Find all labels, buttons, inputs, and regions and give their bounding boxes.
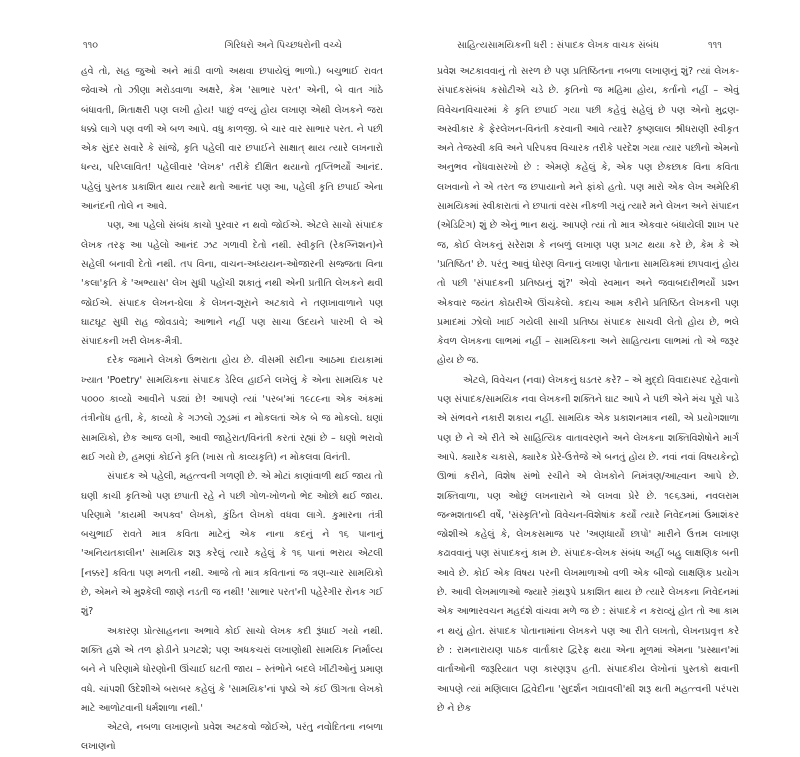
right-page	[400, 0, 800, 714]
running-head: સાહિત્યસામયિકની ધરી : સંપાદક લેખક વાચક સંબંધ	[457, 40, 659, 51]
page-number: ૧૧૦	[83, 40, 99, 51]
paragraph: અકારણ પ્રોત્સાહનના અભાવે કોઈ સાચો લેખક કદી રૂંધાઈ ગયો નથી. શક્તિ હશે એ તળ ફોડીને પ્રગટશે; પણ અધકચરાં લખાણોથી સામયિક નિર્માલ્ય બને ને પરિણામે ધોરણોની ઊંચાઈ ઘટતી જાય – સ્તંભોને બદલે ખીંટીઓનું પ્રમાણ વધે. ચાંપશી ઉદેશીએ બરાબર કહેલું કે 'સામયિક'નાં પૃષ્ઠો એ કંઈ ઊગતા લેખકો માટે આળોટવાની ધર્મશાળા નથી.'	[81, 625, 383, 714]
left-page	[0, 0, 400, 753]
running-head: ગિરિધરો અને પિચ્છધરોની વચ્ચે	[224, 40, 342, 51]
paragraph: હવે તો, સહ જુઓ અને માંડી વાળો અથવા છપાયેલું ભાળો.) બચુભાઈ રાવત જેવાએ તો ઝીણા મરોડવાળા અક્ષરે, કેમ 'સાભાર પરત' એની, બે વાત ગાંઠે બંધાવતી, મિતાક્ષરી પણ લખી હોય! પાછું વળ્યું હોય લખાણ એથી લેખકને જરા ધક્કો લાગે પણ વળી એ બળ આપે. વધુ કાળજી. બે ચાર વાર સાભાર પરત. ને પછી એક સુંદર સવારે કે સાંજે, કૃતિ પહેલી વાર છપાઈને સાક્ષાત્ થાય ત્યારે લખનારો ધન્ય, પરિપ્લાવિત! પહેલીવાર 'લેખક' તરીકે દીક્ષિત થયાનો તૃપ્તિભર્યો આનંદ. પહેલું પુસ્તક પ્રકાશિત થાય ત્યારે થતો આનંદ પણ આ, પહેલી કૃતિ છપાઈ એના આનંદની તોલે ન આવે.	[81, 66, 383, 213]
paragraph: પ્રવેશ અટકાવવાનું તો સરળ છે પણ પ્રતિષ્ઠિતના નબળા લખાણનું શું? ત્યાં લેખક-સંપાદકસંબંધ કસોટીએ ચડે છે. કૃતિનો જ મહિમા હોય, કર્તાનો નહીં – એવું વિવેચનવિચારમાં કે કૃતિ છપાઈ ગયા પછી કહેવું સહેલું છે પણ એનો મુદ્રણ-અસ્વીકાર કે ફેરલેખન-વિનંતી કરવાની આવે ત્યારે? કૃષ્ણલાલ શ્રીધરાણી સ્વીકૃત અને તેજસ્વી કવિ અને પરિપક્વ વિચારક તરીકે પરદેશ ગયા ત્યાર પછીનો એમનો અનુભવ નોંધવાસરખો છે : એમણે કહેલું કે, એક પણ છેકછાક વિના કવિતા લખવાનો ને એ તરત જ છપાયાનો મને ફાંકો હતો. પણ મારો એક લેખ અમેરિકી સામયિકમાં સ્વીકારાતાં ને છપાતાં વરસ નીકળી ગયું ત્યારે મને લેખન અને સંપાદન (એડિટિંગ) શું છે એનું ભાન થયું. આપણે ત્યાં તો માત્ર એકવાર બંધાયેલી શાખ પર જ, કોઈ લેખકનું સરેરાશ કે નબળું લખાણ પણ પ્રગટ થયા કરે છે, કેમ કે એ 'પ્રતિષ્ઠિત' છે. પરંતુ આવું ધોરણ વિનાનું લખાણ પોતાના સામયિકમાં છાપવાનું હોય તો પછી 'સંપાદકની પ્રતિષ્ઠાનું શું?' એવો સ્વમાન અને જવાબદારીભર્યો પ્રશ્ન એકવાર જયંત કોઠારીએ ઊંચકેલો. કદાચ આમ કરીને પ્રતિષ્ઠિત લેખકની પણ પ્રમાદમાં ઝોલો ખાઈ ગયેલી સાચી પ્રતિષ્ઠા સંપાદક સાચવી લેતો હોય છે, ભલે કેવળ લેખકના લાભમાં નહીં – સામયિકના અને સાહિત્યના લાભમાં તો એ જરૂર હોય છે જ.	[437, 66, 739, 367]
paragraph: પણ, આ પહેલો સંબંધ કાચો પુરવાર ન થવો જોઈએ. એટલે સાચો સંપાદક લેખક તરફ આ પહેલો આનંદ ઝટ ગળાવી દેતો નથી. સ્વીકૃતિ (રેકગ્નિશન)ને સહેલી બનાવી દેતો નથી. તપ વિના, વાચન-અધ્યયન-ઓજારની સજ્જતા વિના 'કલા'કૃતિ કે 'અભ્યાસ' લેખ સુધી પહોંચી શકાતું નથી એની પ્રતીતિ લેખકને થવી જોઈએ. સંપાદક લેખન-ઘેલા કે લેખન-શૂરાને અટકાવે ને તણખાવાળાને પણ ઘાટઘૂટ સુધી રાહ જોવડાવે; આભાને નહીં પણ સાચા ઉદયને પારખી લે એ સંપાદકની ખરી લેખક-મૈત્રી.	[81, 220, 383, 348]
body-text	[81, 62, 383, 757]
paragraph: દરેક જમાને લેખકો ઉભરાતા હોય છે. વીસમી સદીના આઠમા દાયકામાં ખ્યાત 'Poetry' સામયિકના સંપાદક ડેરિલ હાઈને લખેલું કે એના સામયિક પર ૫૦૦૦ કાવ્યો આવીને પડ્યાં છે! આપણે ત્યાં 'પરબ'માં ૧૯૮૯ના એક અંકમાં તંત્રીનોંધ હતી, કે, કાવ્યો કે ગઝલો ઝૂડમાં ન મોકલતાં એક બે જ મોકલો. ઘણાં સામયિકો, છેક આજ લગી, આવી જાહેરાત/વિનંતી કરતાં રહ્યાં છે – ઘણો ભરાવો થઈ ગયો છે, હમણાં કોઈને કૃતિ (ખાસ તો કાવ્યકૃતિ) ન મોકલવા વિનંતી.	[81, 355, 383, 463]
paragraph: સંપાદક એ પહેલી, મહત્ત્વની ગળણી છે. એ મોટાં કાણાંવાળી થઈ જાય તો ઘણી કાચી કૃતિઓ પણ છપાતી રહે ને પછી ગોળ-ખોળનો ભેદ ઓછો થઈ જાય. પરિણામે 'કાયમી અપક્વ' લેખકો, કુંઠિત લેખકો વધવા લાગે. કુમારના તંત્રી બચુભાઈ રાવતે માત્ર કવિતા માટેનું એક નાના કદનું ને ૧૬ પાનાનું 'અનિયતકાલીન' સામયિક શરૂ કરેલું ત્યારે કહેલું કે ૧૬ પાનાં ભરાય એટલી [નક્કર] કવિતા પણ મળતી નથી. આજે તો માત્ર કવિતાનાં જ ત્રણ-ચાર સામયિકો છે, એમને એ મુશ્કેલી જાણે નડતી જ નથી! 'સાભાર પરત'ની પહેરેગીર રોનક ગઈ શું?	[81, 471, 383, 618]
paragraph: એટલે, વિવેચન (નવા) લેખકનું ઘડતર કરે? – એ મુદ્દો વિવાદાસ્પદ રહેવાનો પણ સંપાદક/સામયિક નવા લેખકની શક્તિને ઘાટ આપે ને પછી એને મંચ પૂરો પાડે એ સંભવને નકારી શકાય નહીં. સામયિક એક પ્રકાશનમાત્ર નથી, એ પ્રયોગશાળા પણ છે ને એ રીતે એ સાહિત્યિક વાતાવરણને અને લેખકના શક્તિવિશેષોને માર્ગ આપે. ક્યારેક ચકાસે, ક્યારેક પ્રેરે-ઉત્તેજે એ બનતું હોય છે. નવાં નવાં વિષયકેન્દ્રો ઊભાં કરીને, વિશેષ સંભો રચીને એ લેખકોને નિમંત્રણ/આહ્વાન આપે છે. શક્તિવાળા, પણ ઓછું લખનારાને એ લખવા પ્રેરે છે. ૧૯૬૩માં, નવલરામ જન્મશતાબ્દી વર્ષે, 'સંસ્કૃતિ'નો વિવેચન-વિશેષાંક કર્યો ત્યારે નિવેદનમાં ઉમાશંકર જોશીએ કહેલું કે, લેખકસમાજ પર 'અણધાર્યો છાપો' મારીને ઉત્તમ લખાણ કઢાવવાનું પણ સંપાદકનું કામ છે. સંપાદક-લેખક સંબંધ અહીં બહુ લાક્ષણિક બની આવે છે. કોઈ એક વિષય પરની લેખમાળાઓ વળી એક બીજો લાક્ષણિક પ્રયોગ છે. આવી લેખમાળાઓ જ્યારે ગ્રંથરૂપે પ્રકાશિત થાય છે ત્યારે લેખકના નિવેદનમાં એક આભારવચન મહદંશે વાંચવા મળે જ છે : સંપાદકે ન કરાવ્યું હોત તો આ કામ ન થયું હોત. સંપાદક પોતાનામાંના લેખકને પણ આ રીતે લખતો, લેખનપ્રવૃત્ત કરે છે : રામનારાયણ પાઠક વાર્તાકાર દ્વિરેફ થયા એના મૂળમાં એમના 'પ્રસ્થાન'માં વાર્તાઓની જરૂરિયાત પણ કારણરૂપ હતી. સંપાદકીય લેખોનાં પુસ્તકો થવાની આપણે ત્યાં મણિલાલ દ્વિવેદીના 'સુદર્શન ગદ્યાવલી'થી શરૂ થતી મહત્ત્વની પરંપરા છે ને છેક	[437, 374, 739, 714]
body-text	[437, 62, 739, 718]
page-number: ૧૧૧	[708, 40, 722, 51]
paragraph: એટલે, નબળા લખાણનો પ્રવેશ અટકવો જોઈએ, પરંતુ નવોદિતના નબળા લખાણનો	[81, 722, 383, 753]
